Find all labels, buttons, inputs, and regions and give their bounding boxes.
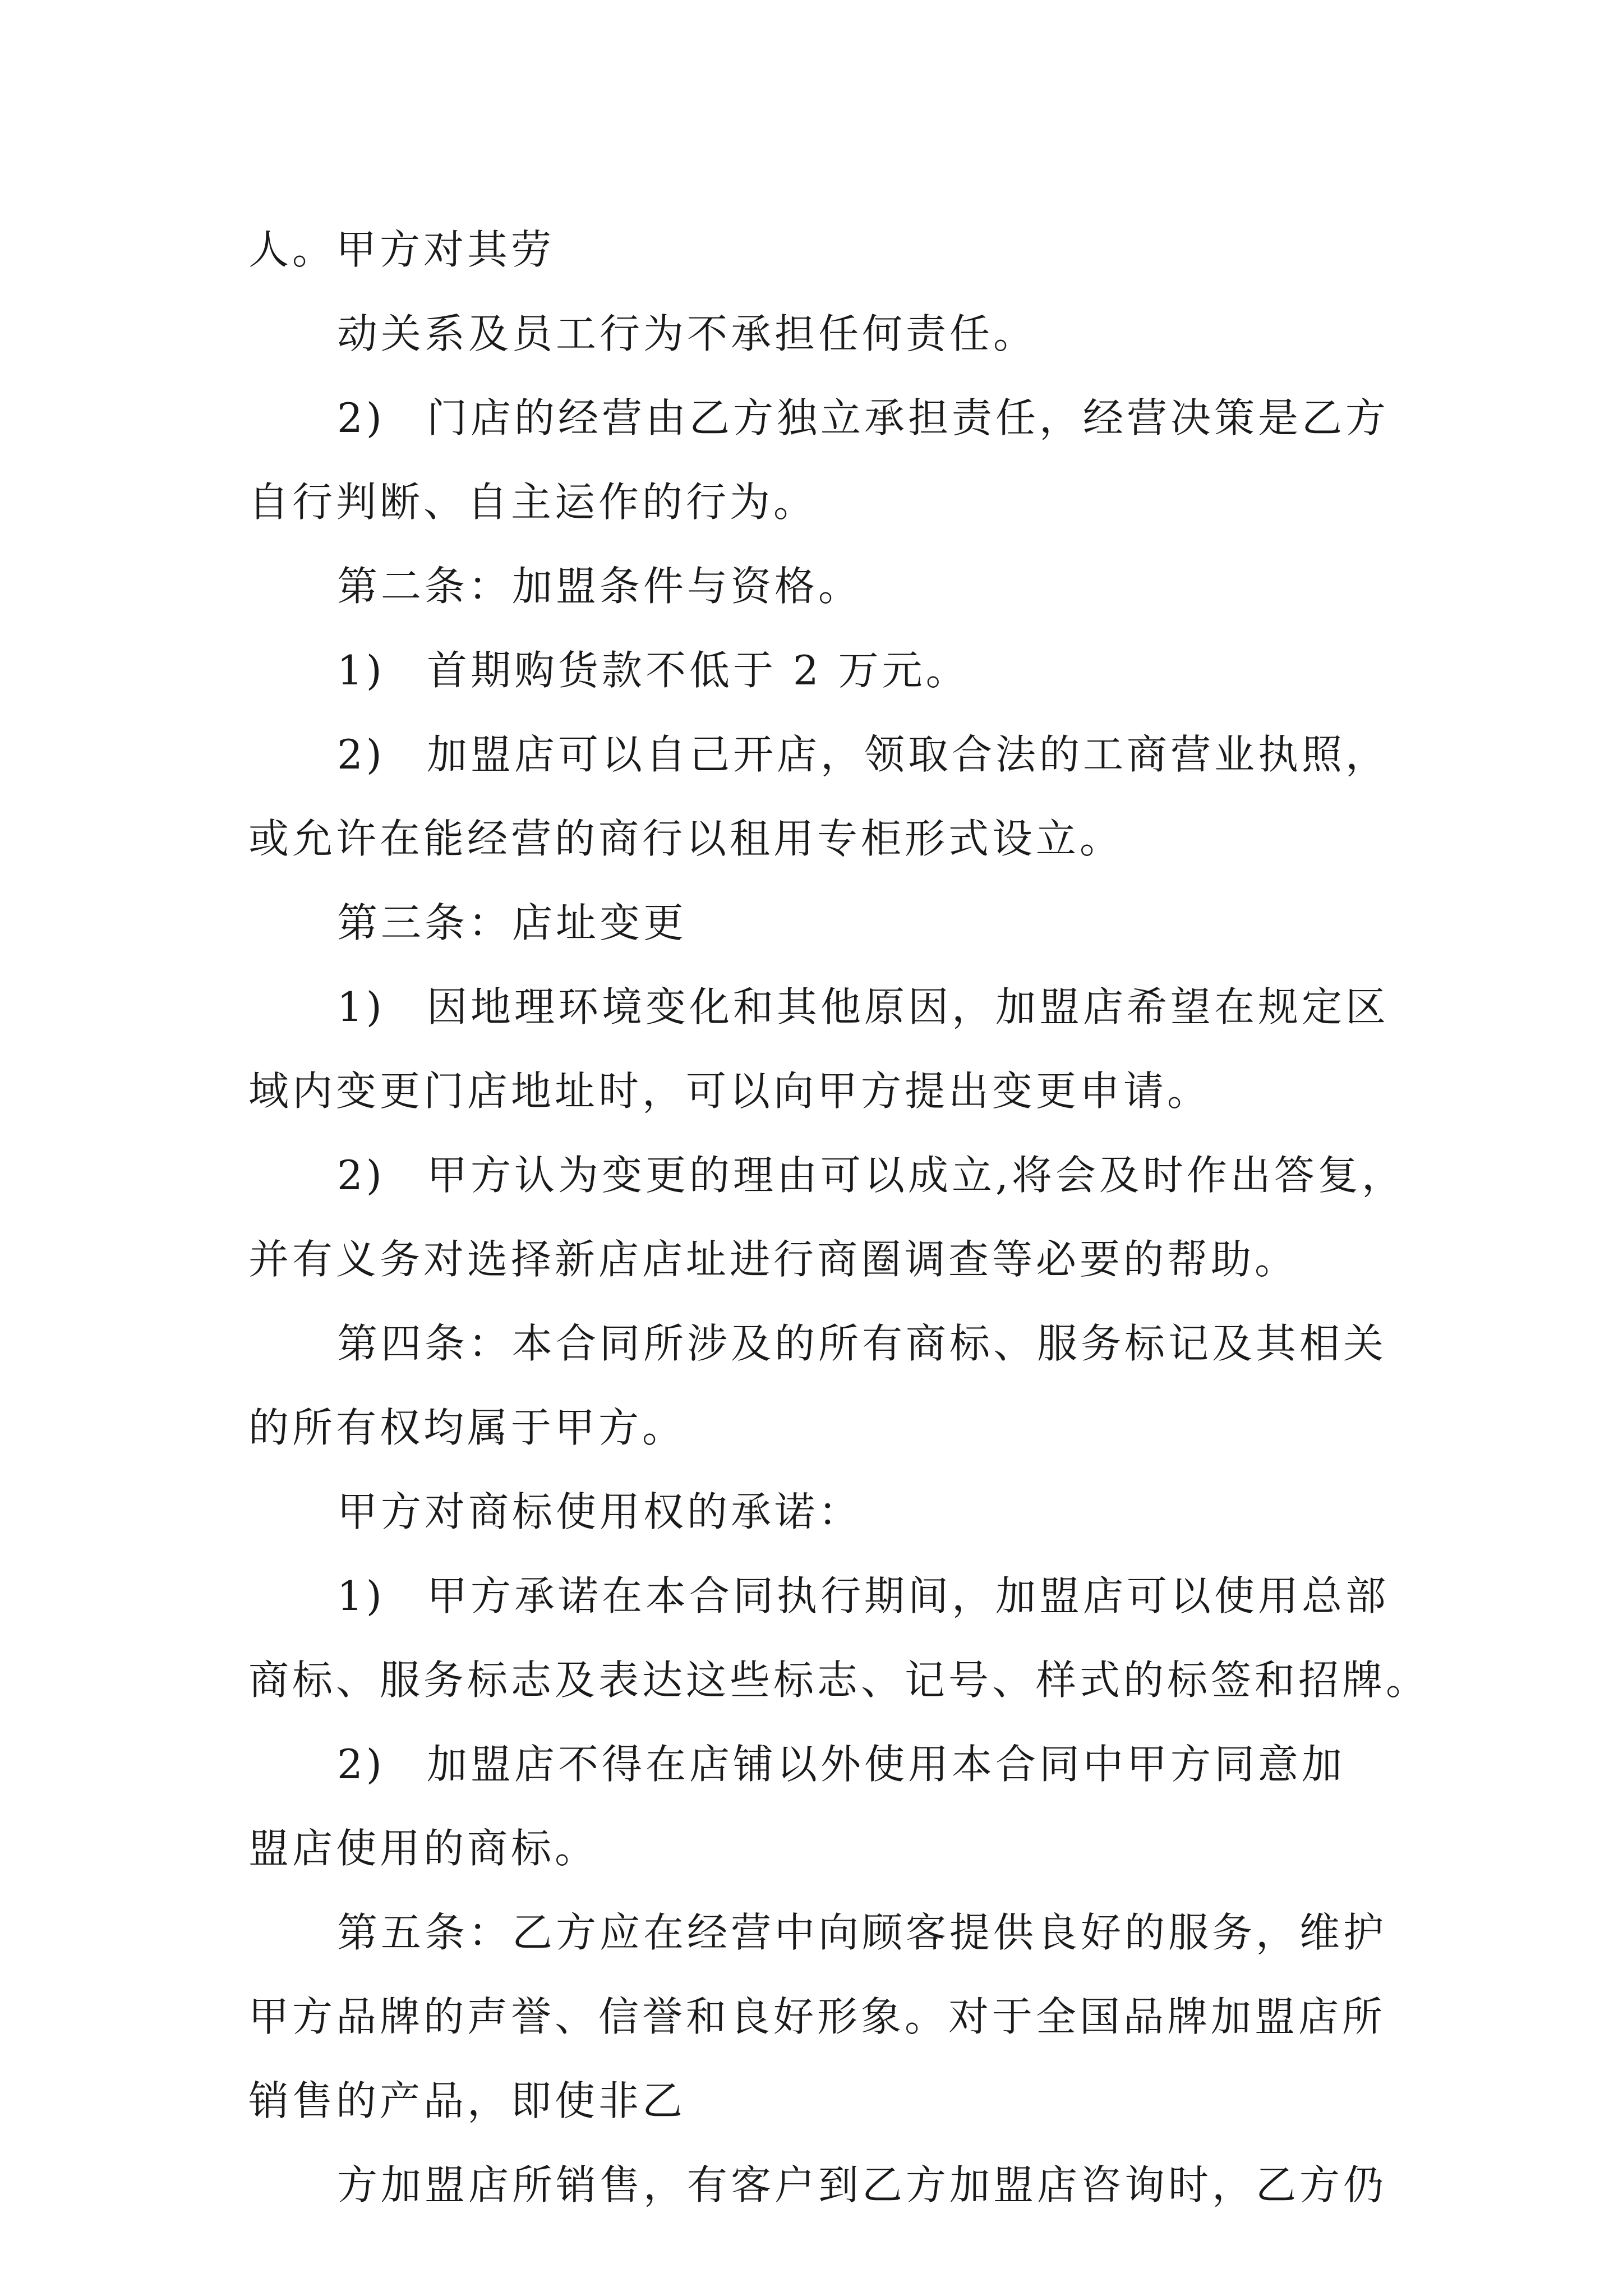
text-line xyxy=(248,1890,1387,1975)
line-text: 或允许在能经营的商行以租用专柜形式设立。 xyxy=(248,815,1124,862)
list-number: 1) xyxy=(337,983,385,1030)
line-text: 盟店使用的商标。 xyxy=(248,1825,599,1872)
line-text: 方加盟店所销售，有客户到乙方加盟店咨询时，乙方仍 xyxy=(337,2161,1387,2208)
line-text: 门店的经营由乙方独立承担责任，经营决策是乙方 xyxy=(427,394,1390,441)
list-number: 2) xyxy=(337,731,385,778)
line-text: 第五条：乙方应在经营中向顾客提供良好的服务，维护 xyxy=(337,1909,1387,1956)
text-line xyxy=(248,1722,1387,1806)
line-text: 首期购货款不低于 2 万元。 xyxy=(427,647,970,694)
line-text: 加盟店不得在店铺以外使用本合同中甲方同意加 xyxy=(427,1741,1346,1788)
list-number: 1) xyxy=(337,1572,385,1619)
text-line xyxy=(248,208,1387,292)
line-text: 动关系及员工行为不承担任何责任。 xyxy=(337,310,1038,357)
contract-text xyxy=(248,208,1430,2227)
line-text: 甲方对商标使用权的承诺： xyxy=(337,1488,863,1535)
list-number: 2) xyxy=(337,1152,385,1199)
line-text: 因地理环境变化和其他原因，加盟店希望在规定区 xyxy=(427,983,1390,1030)
text-line xyxy=(248,544,1387,628)
line-text: 商标、服务标志及表达这些标志、记号、样式的标签和招牌。 xyxy=(248,1657,1430,1704)
text-line xyxy=(248,2059,1387,2143)
line-text: 人。甲方对其劳 xyxy=(248,226,555,273)
line-text: 加盟店可以自己开店，领取合法的工商营业执照， xyxy=(427,731,1390,778)
text-line xyxy=(248,1049,1387,1133)
text-line xyxy=(248,292,1387,376)
text-line xyxy=(248,1386,1387,1470)
text-line xyxy=(248,1806,1387,1890)
text-line xyxy=(248,628,1387,712)
text-line xyxy=(248,1133,1405,1217)
text-line xyxy=(248,376,1390,460)
line-text: 第二条：加盟条件与资格。 xyxy=(337,563,863,610)
line-text: 域内变更门店地址时，可以向甲方提出变更申请。 xyxy=(248,1068,1211,1115)
text-line xyxy=(248,1638,1430,1722)
list-number: 2) xyxy=(337,394,385,441)
text-line xyxy=(248,712,1390,797)
text-line xyxy=(248,797,1387,881)
text-line xyxy=(248,2143,1387,2227)
text-line xyxy=(248,1975,1387,2059)
list-number: 1) xyxy=(337,647,385,694)
text-line xyxy=(248,1217,1387,1301)
line-text: 第三条：店址变更 xyxy=(337,899,688,946)
line-text: 甲方认为变更的理由可以成立,将会及时作出答复， xyxy=(427,1152,1405,1199)
text-line xyxy=(248,1554,1390,1638)
text-line xyxy=(248,881,1387,965)
line-text: 的所有权均属于甲方。 xyxy=(248,1404,686,1451)
line-text: 销售的产品，即使非乙 xyxy=(248,2077,686,2124)
text-line xyxy=(248,460,1387,544)
line-text: 第四条：本合同所涉及的所有商标、服务标记及其相关 xyxy=(337,1320,1387,1367)
text-line xyxy=(248,1470,1387,1554)
text-line xyxy=(248,965,1390,1049)
line-text: 自行判断、自主运作的行为。 xyxy=(248,478,818,526)
text-line xyxy=(248,1301,1387,1386)
line-text: 并有义务对选择新店店址进行商圈调查等必要的帮助。 xyxy=(248,1236,1299,1283)
line-text: 甲方品牌的声誉、信誉和良好形象。对于全国品牌加盟店所 xyxy=(248,1993,1386,2040)
line-text: 甲方承诺在本合同执行期间，加盟店可以使用总部 xyxy=(427,1572,1390,1619)
list-number: 2) xyxy=(337,1741,385,1788)
